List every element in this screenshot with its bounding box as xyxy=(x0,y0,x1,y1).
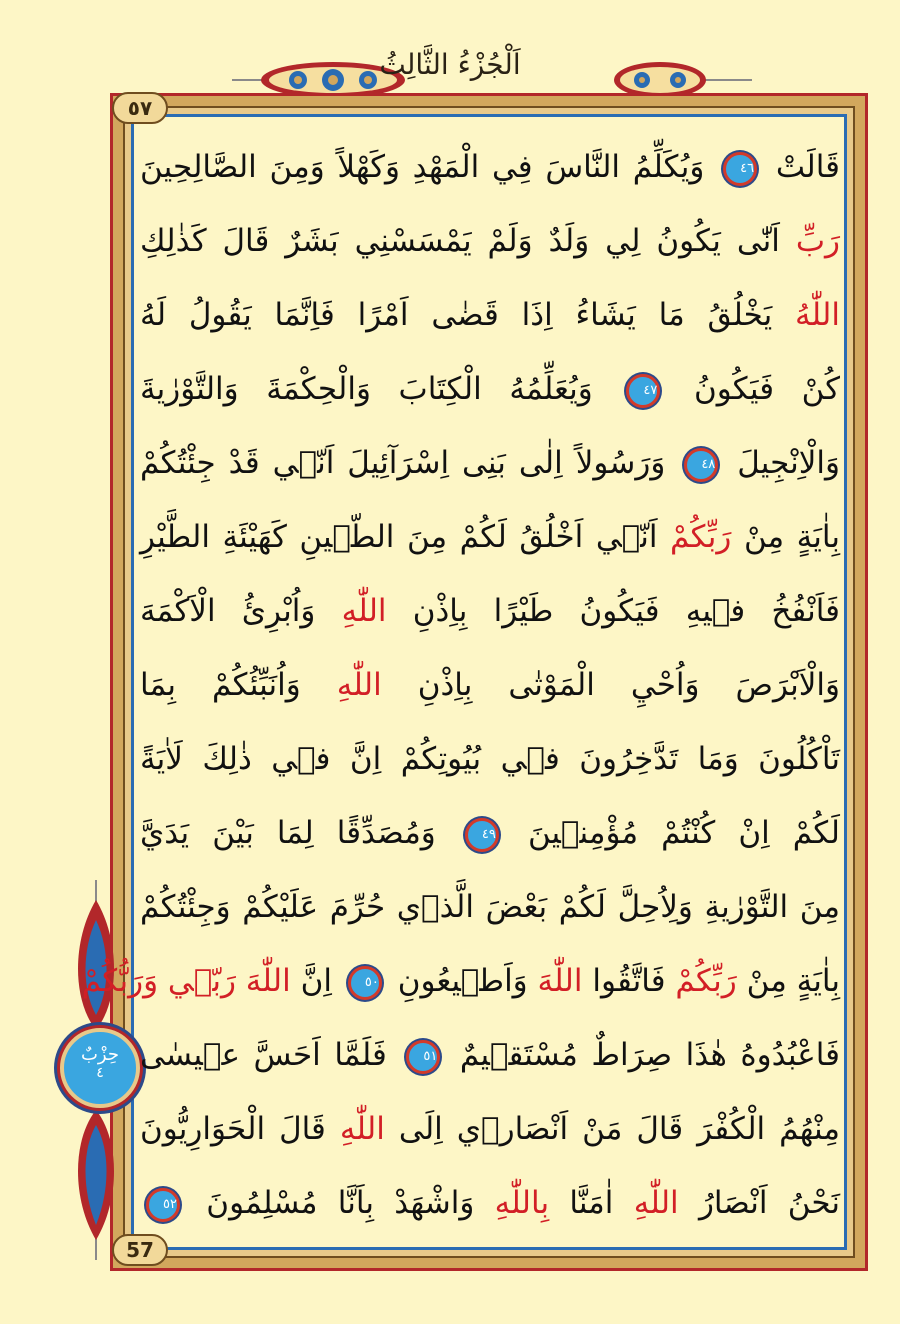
divine-name-text: اللّٰهَ رَبّ۪ي وَرَبُّكُمْ xyxy=(81,963,291,999)
verse-text: اٰمَنَّا xyxy=(569,1185,614,1221)
verse-text: كُنْ فَيَكُونُ xyxy=(693,371,840,407)
verse-text: فَاَنْفُخُ ف۪يهِ فَيَكُونُ طَيْرًا بِاِذْنِ xyxy=(412,593,840,629)
ayah-number-marker: ٥١ xyxy=(406,1040,440,1074)
ayah-number-marker: ٥٢ xyxy=(146,1188,180,1222)
page-number: 57 xyxy=(112,1234,168,1266)
text-line xyxy=(140,722,840,796)
verse-text: وَمُصَدِّقًا لِمَا بَيْنَ يَدَيَّ xyxy=(140,815,436,851)
verse-text: اَنّٰى يَكُونُ لِي وَلَدٌ وَلَمْ يَمْسَسْنِي بَشَرٌ قَالَ كَذٰلِكِ xyxy=(140,223,780,259)
verse-text: فَاعْبُدُوهُ هٰذَا صِرَاطٌ مُسْتَق۪يمٌ xyxy=(459,1037,840,1073)
verse-text: مِنَ التَّوْرٰيةِ وَلِاُحِلَّ لَكُمْ بَعْضَ الَّذ۪ي حُرِّمَ عَلَيْكُمْ وَجِئْتُكُمْ xyxy=(140,889,840,925)
verse-text: وَاَط۪يعُونِ xyxy=(397,963,528,999)
hizb-label: حِزْبٌ xyxy=(80,1044,119,1065)
divine-name-text: اللّٰهُ xyxy=(795,297,840,333)
text-line xyxy=(140,1092,840,1166)
divine-name-text: اللّٰهِ xyxy=(341,593,387,629)
ayah-number-marker: ٤٧ xyxy=(626,374,660,408)
verse-text: لَكُمْ اِنْ كُنْتُمْ مُؤْمِن۪ينَ xyxy=(527,815,840,851)
verse-text: تَاْكُلُونَ وَمَا تَدَّخِرُونَ ف۪ي بُيُوتِكُمْ اِنَّ ف۪ي ذٰلِكَ لَاٰيَةً xyxy=(140,741,840,777)
text-line xyxy=(81,944,840,1018)
ayah-number-marker: ٤٦ xyxy=(723,152,757,186)
verse-text: وَاُنَبِّئُكُمْ بِمَا xyxy=(140,667,301,703)
verse-text: فَلَمَّا اَحَسَّ ع۪يسٰى xyxy=(140,1037,387,1073)
divine-name-text: اللّٰهِ xyxy=(336,667,382,703)
text-line xyxy=(140,426,840,500)
hizb-number: ٤ xyxy=(96,1065,104,1081)
text-line xyxy=(140,278,840,352)
text-line xyxy=(140,796,840,870)
ayah-number-marker: ٤٨ xyxy=(684,448,718,482)
verse-text: وَاُبْرِئُ الْاَكْمَهَ xyxy=(140,593,316,629)
verse-text: اَنّ۪ي اَخْلُقُ لَكُمْ مِنَ الطّ۪ينِ كَهَيْئَةِ الطَّيْرِ xyxy=(140,519,658,555)
verse-text: نَحْنُ اَنْصَارُ xyxy=(698,1185,841,1221)
text-line xyxy=(140,500,840,574)
text-line xyxy=(140,130,840,204)
text-line xyxy=(140,1018,840,1092)
text-line xyxy=(140,1166,840,1240)
verse-text: وَاشْهَدْ بِاَنَّا مُسْلِمُونَ xyxy=(206,1185,475,1221)
verse-text: اِنَّ xyxy=(300,963,332,999)
verse-text: وَيُعَلِّمُهُ الْكِتَابَ وَالْحِكْمَةَ وَالتَّوْرٰيةَ xyxy=(140,371,593,407)
verse-text: قَالَتْ xyxy=(775,149,840,185)
divine-name-text: اللّٰهَ xyxy=(537,963,583,999)
verse-text: بِاٰيَةٍ مِنْ xyxy=(743,519,840,555)
verse-text: فَاتَّقُوا xyxy=(592,963,666,999)
verse-text: بِاٰيَةٍ مِنْ xyxy=(746,963,840,999)
verse-text: مِنْهُمُ الْكُفْرَ قَالَ مَنْ اَنْصَار۪ي اِلَى xyxy=(398,1111,841,1147)
divine-name-text: بِاللّٰهِ xyxy=(494,1185,550,1221)
verse-text: وَالْاِنْجِيلَ xyxy=(737,445,841,481)
juz-title: اَلْجُزْءُ الثَّالِثُ xyxy=(379,48,521,81)
page-number-arabic: ٥٧ xyxy=(112,92,168,124)
verse-text: وَيُكَلِّمُ النَّاسَ فِي الْمَهْدِ وَكَهْلاً وَمِنَ الصَّالِحِينَ xyxy=(140,149,705,185)
verse-text: وَالْاَبْرَصَ وَاُحْيِ الْمَوْتٰى بِاِذْنِ xyxy=(417,667,840,703)
verse-text: وَرَسُولاً اِلٰى بَنِى اِسْرَآئِيلَ اَنّ۪ي قَدْ جِئْتُكُمْ xyxy=(140,445,666,481)
text-line xyxy=(140,574,840,648)
divine-name-text: اللّٰهِ xyxy=(339,1111,385,1147)
ayah-number-marker: ٤٩ xyxy=(465,818,499,852)
text-line xyxy=(140,204,840,278)
verse-text: قَالَ الْحَوَارِيُّونَ xyxy=(140,1111,326,1147)
text-line xyxy=(140,648,840,722)
divine-name-text: رَبِّ xyxy=(795,223,840,259)
hizb-medallion xyxy=(60,1028,140,1108)
divine-name-text: رَبِّكُمْ xyxy=(670,519,732,555)
ayah-number-marker: ٥٠ xyxy=(348,966,382,1000)
verse-text: يَخْلُقُ مَا يَشَاءُ اِذَا قَضٰى اَمْرًا فَاِنَّمَا يَقُولُ لَهُ xyxy=(140,297,773,333)
divine-name-text: اللّٰهِ xyxy=(633,1185,679,1221)
divine-name-text: رَبِّكُمْ xyxy=(675,963,737,999)
text-line xyxy=(140,352,840,426)
text-line xyxy=(140,870,840,944)
